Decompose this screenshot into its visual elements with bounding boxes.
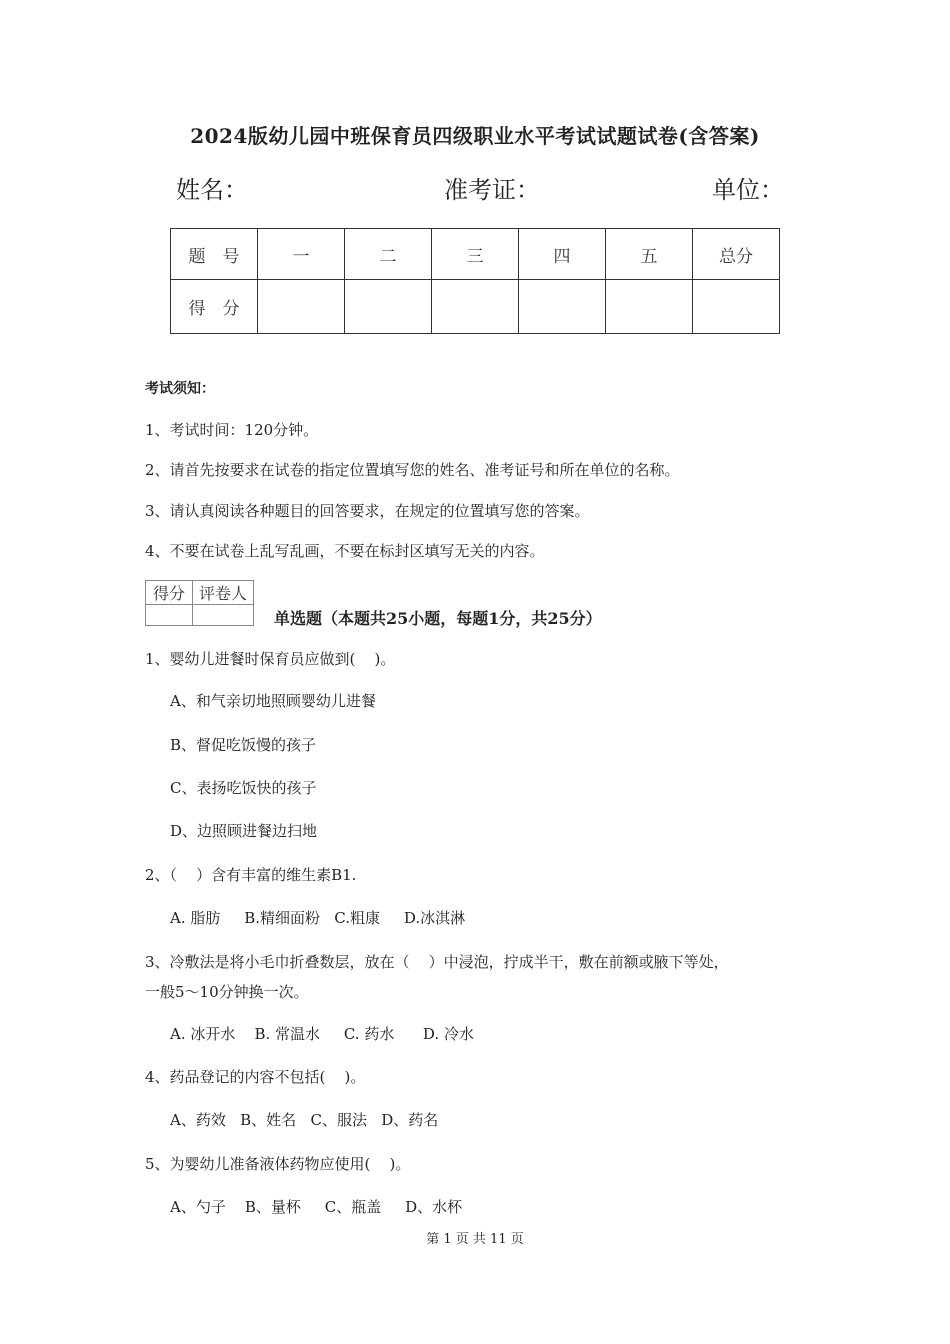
question-1-stem: 1、婴幼儿进餐时保育员应做到( )。 xyxy=(145,650,396,668)
question-1-option-a: A、和气亲切地照顾婴幼儿进餐 xyxy=(170,692,376,710)
question-5-stem: 5、为婴幼儿准备液体药物应使用( )。 xyxy=(145,1155,411,1173)
score-header-cell: 三 xyxy=(432,229,519,280)
page-title: 2024版幼儿园中班保育员四级职业水平考试试题试卷(含答案) xyxy=(190,124,760,148)
score-header-cell: 题 号 xyxy=(171,229,258,280)
score-table-header-row xyxy=(171,229,780,280)
score-cell[interactable] xyxy=(693,280,780,334)
grader-name-cell[interactable] xyxy=(193,605,254,626)
question-2-stem: 2、（ ）含有丰富的维生素B1. xyxy=(145,866,357,884)
grader-name-label: 评卷人 xyxy=(193,581,254,605)
question-3-options: A. 冰开水 B. 常温水 C. 药水 D. 冷水 xyxy=(170,1025,474,1043)
question-5-options: A、勺子 B、量杯 C、瓶盖 D、水杯 xyxy=(170,1198,463,1216)
question-3-stem-continued: 一般5～10分钟换一次。 xyxy=(145,983,309,1001)
score-header-cell: 二 xyxy=(345,229,432,280)
score-cell[interactable] xyxy=(345,280,432,334)
question-1-option-b: B、督促吃饭慢的孩子 xyxy=(170,736,317,754)
question-3-stem: 3、冷敷法是将小毛巾折叠数层，放在（ ）中浸泡，拧成半干，敷在前额或腋下等处， xyxy=(145,953,729,971)
score-header-cell: 总分 xyxy=(693,229,780,280)
score-cell[interactable] xyxy=(606,280,693,334)
section-title: 单选题（本题共25小题，每题1分，共25分） xyxy=(274,609,602,628)
grader-score-label: 得分 xyxy=(146,581,193,605)
score-header-cell: 四 xyxy=(519,229,606,280)
score-cell[interactable] xyxy=(432,280,519,334)
score-cell[interactable] xyxy=(519,280,606,334)
score-row-label: 得 分 xyxy=(171,280,258,334)
notice-item: 1、考试时间：120分钟。 xyxy=(145,421,319,439)
question-1-option-d: D、边照顾进餐边扫地 xyxy=(170,822,318,840)
name-field-label: 姓名： xyxy=(176,176,248,204)
question-4-stem: 4、药品登记的内容不包括( )。 xyxy=(145,1068,366,1086)
grader-box xyxy=(145,580,254,626)
score-table xyxy=(170,228,780,334)
question-4-options: A、药效 B、姓名 C、服法 D、药名 xyxy=(170,1111,439,1129)
unit-field-label: 单位： xyxy=(712,176,784,204)
score-header-cell: 五 xyxy=(606,229,693,280)
score-table-score-row xyxy=(171,280,780,334)
notice-item: 3、请认真阅读各种题目的回答要求，在规定的位置填写您的答案。 xyxy=(145,502,590,520)
grader-score-cell[interactable] xyxy=(146,605,193,626)
notice-item: 4、不要在试卷上乱写乱画，不要在标封区填写无关的内容。 xyxy=(145,542,545,560)
exam-id-field-label: 准考证： xyxy=(444,176,540,204)
score-cell[interactable] xyxy=(258,280,345,334)
question-2-options: A. 脂肪 B.精细面粉 C.粗康 D.冰淇淋 xyxy=(170,909,466,927)
question-1-option-c: C、表扬吃饭快的孩子 xyxy=(170,779,317,797)
notice-item: 2、请首先按要求在试卷的指定位置填写您的姓名、准考证号和所在单位的名称。 xyxy=(145,461,680,479)
score-header-cell: 一 xyxy=(258,229,345,280)
notice-heading: 考试须知： xyxy=(145,381,215,397)
page-footer: 第 1 页 共 11 页 xyxy=(426,1232,524,1247)
